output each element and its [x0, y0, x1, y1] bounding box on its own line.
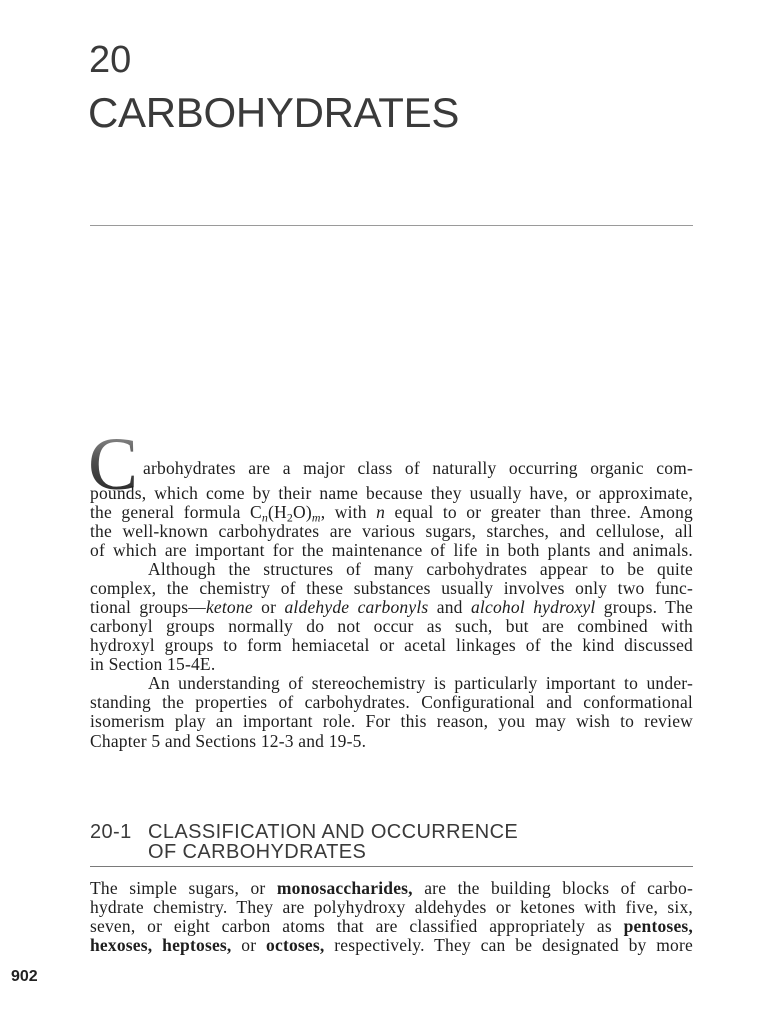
section-number: 20-1: [90, 821, 132, 843]
text-line: isomerism play an important role. For this reason, you may wish to review: [90, 711, 693, 732]
text-line: complex, the chemistry of these substances usually involves only two func-: [90, 577, 693, 598]
text-line: in Section 15-4E.: [90, 654, 216, 675]
text-line: Although the structures of many carbohydrates appear to be quite: [148, 558, 693, 579]
italic-term: ketone: [205, 596, 253, 617]
section-title-line: OF CARBOHYDRATES: [148, 841, 367, 863]
drop-cap: C: [88, 423, 139, 506]
text-run: or: [231, 934, 267, 955]
subscript: m: [311, 510, 321, 525]
bold-term: octoses,: [266, 934, 325, 955]
section-title-line: CLASSIFICATION AND OCCURRENCE: [148, 821, 519, 843]
section-text: [90, 879, 693, 955]
text-line: [90, 879, 693, 898]
text-run: or: [252, 596, 285, 617]
text-line: An understanding of stereochemistry is particularly important to under-: [148, 673, 693, 694]
text-run: , with: [320, 501, 377, 522]
section-heading: [90, 822, 693, 862]
text-line: arbohydrates are a major class of naturally occurring organic com-: [143, 458, 693, 478]
text-line: the well-known carbohydrates are various sugars, starches, and cellulose, all: [90, 520, 693, 541]
text-run: seven, or eight carbon atoms that are classified appropriately as: [90, 915, 624, 936]
text-run: tional groups—: [90, 596, 206, 617]
text-line: [90, 598, 693, 617]
italic-term: alcohol hydroxyl: [470, 596, 596, 617]
chapter-number: 20: [89, 39, 132, 81]
text-line: [90, 917, 693, 936]
intro-text: [90, 484, 693, 751]
text-line: carbonyl groups normally do not occur as such, but are combined with: [90, 616, 693, 637]
subscript: 2: [286, 510, 294, 525]
text-run: groups. The: [595, 596, 693, 617]
bold-term: monosaccharides,: [276, 877, 413, 898]
bold-term: pentoses,: [623, 915, 693, 936]
text-line: standing the properties of carbohydrates. Configurational and conformational: [90, 692, 693, 713]
text-line: of which are important for the maintenance of life in both plants and animals.: [90, 539, 693, 560]
text-run: equal to or greater than three. Among: [385, 501, 693, 522]
section-title: [148, 822, 693, 862]
bold-term: hexoses, heptoses,: [90, 934, 232, 955]
text-line: hydrate chemistry. They are polyhydroxy aldehydes or ketones with five, six,: [90, 896, 693, 917]
text-line: Chapter 5 and Sections 12-3 and 19-5.: [90, 730, 367, 751]
text-line: [90, 936, 693, 955]
text-run: are the building blocks of carbo-: [412, 877, 693, 898]
text-run: the general formula C: [90, 501, 262, 522]
text-run: The simple sugars, or: [90, 877, 277, 898]
subscript: n: [261, 510, 269, 525]
italic-variable: n: [376, 501, 386, 522]
chapter-title: CARBOHYDRATES: [88, 89, 460, 136]
chapter-divider: [90, 225, 693, 226]
text-line: hydroxyl groups to form hemiacetal or acetal linkages of the kind discussed: [90, 635, 693, 656]
text-run: and: [428, 596, 471, 617]
italic-term: aldehyde carbonyls: [284, 596, 429, 617]
text-run: respectively. They can be designated by more: [324, 934, 693, 955]
text-run: (H: [268, 501, 287, 522]
text-line: [90, 501, 693, 525]
text-run: O): [293, 501, 312, 522]
section-divider: [90, 866, 693, 867]
text-line: pounds, which come by their name because they usually have, or approximate,: [90, 482, 693, 503]
page-number: 902: [11, 968, 38, 985]
